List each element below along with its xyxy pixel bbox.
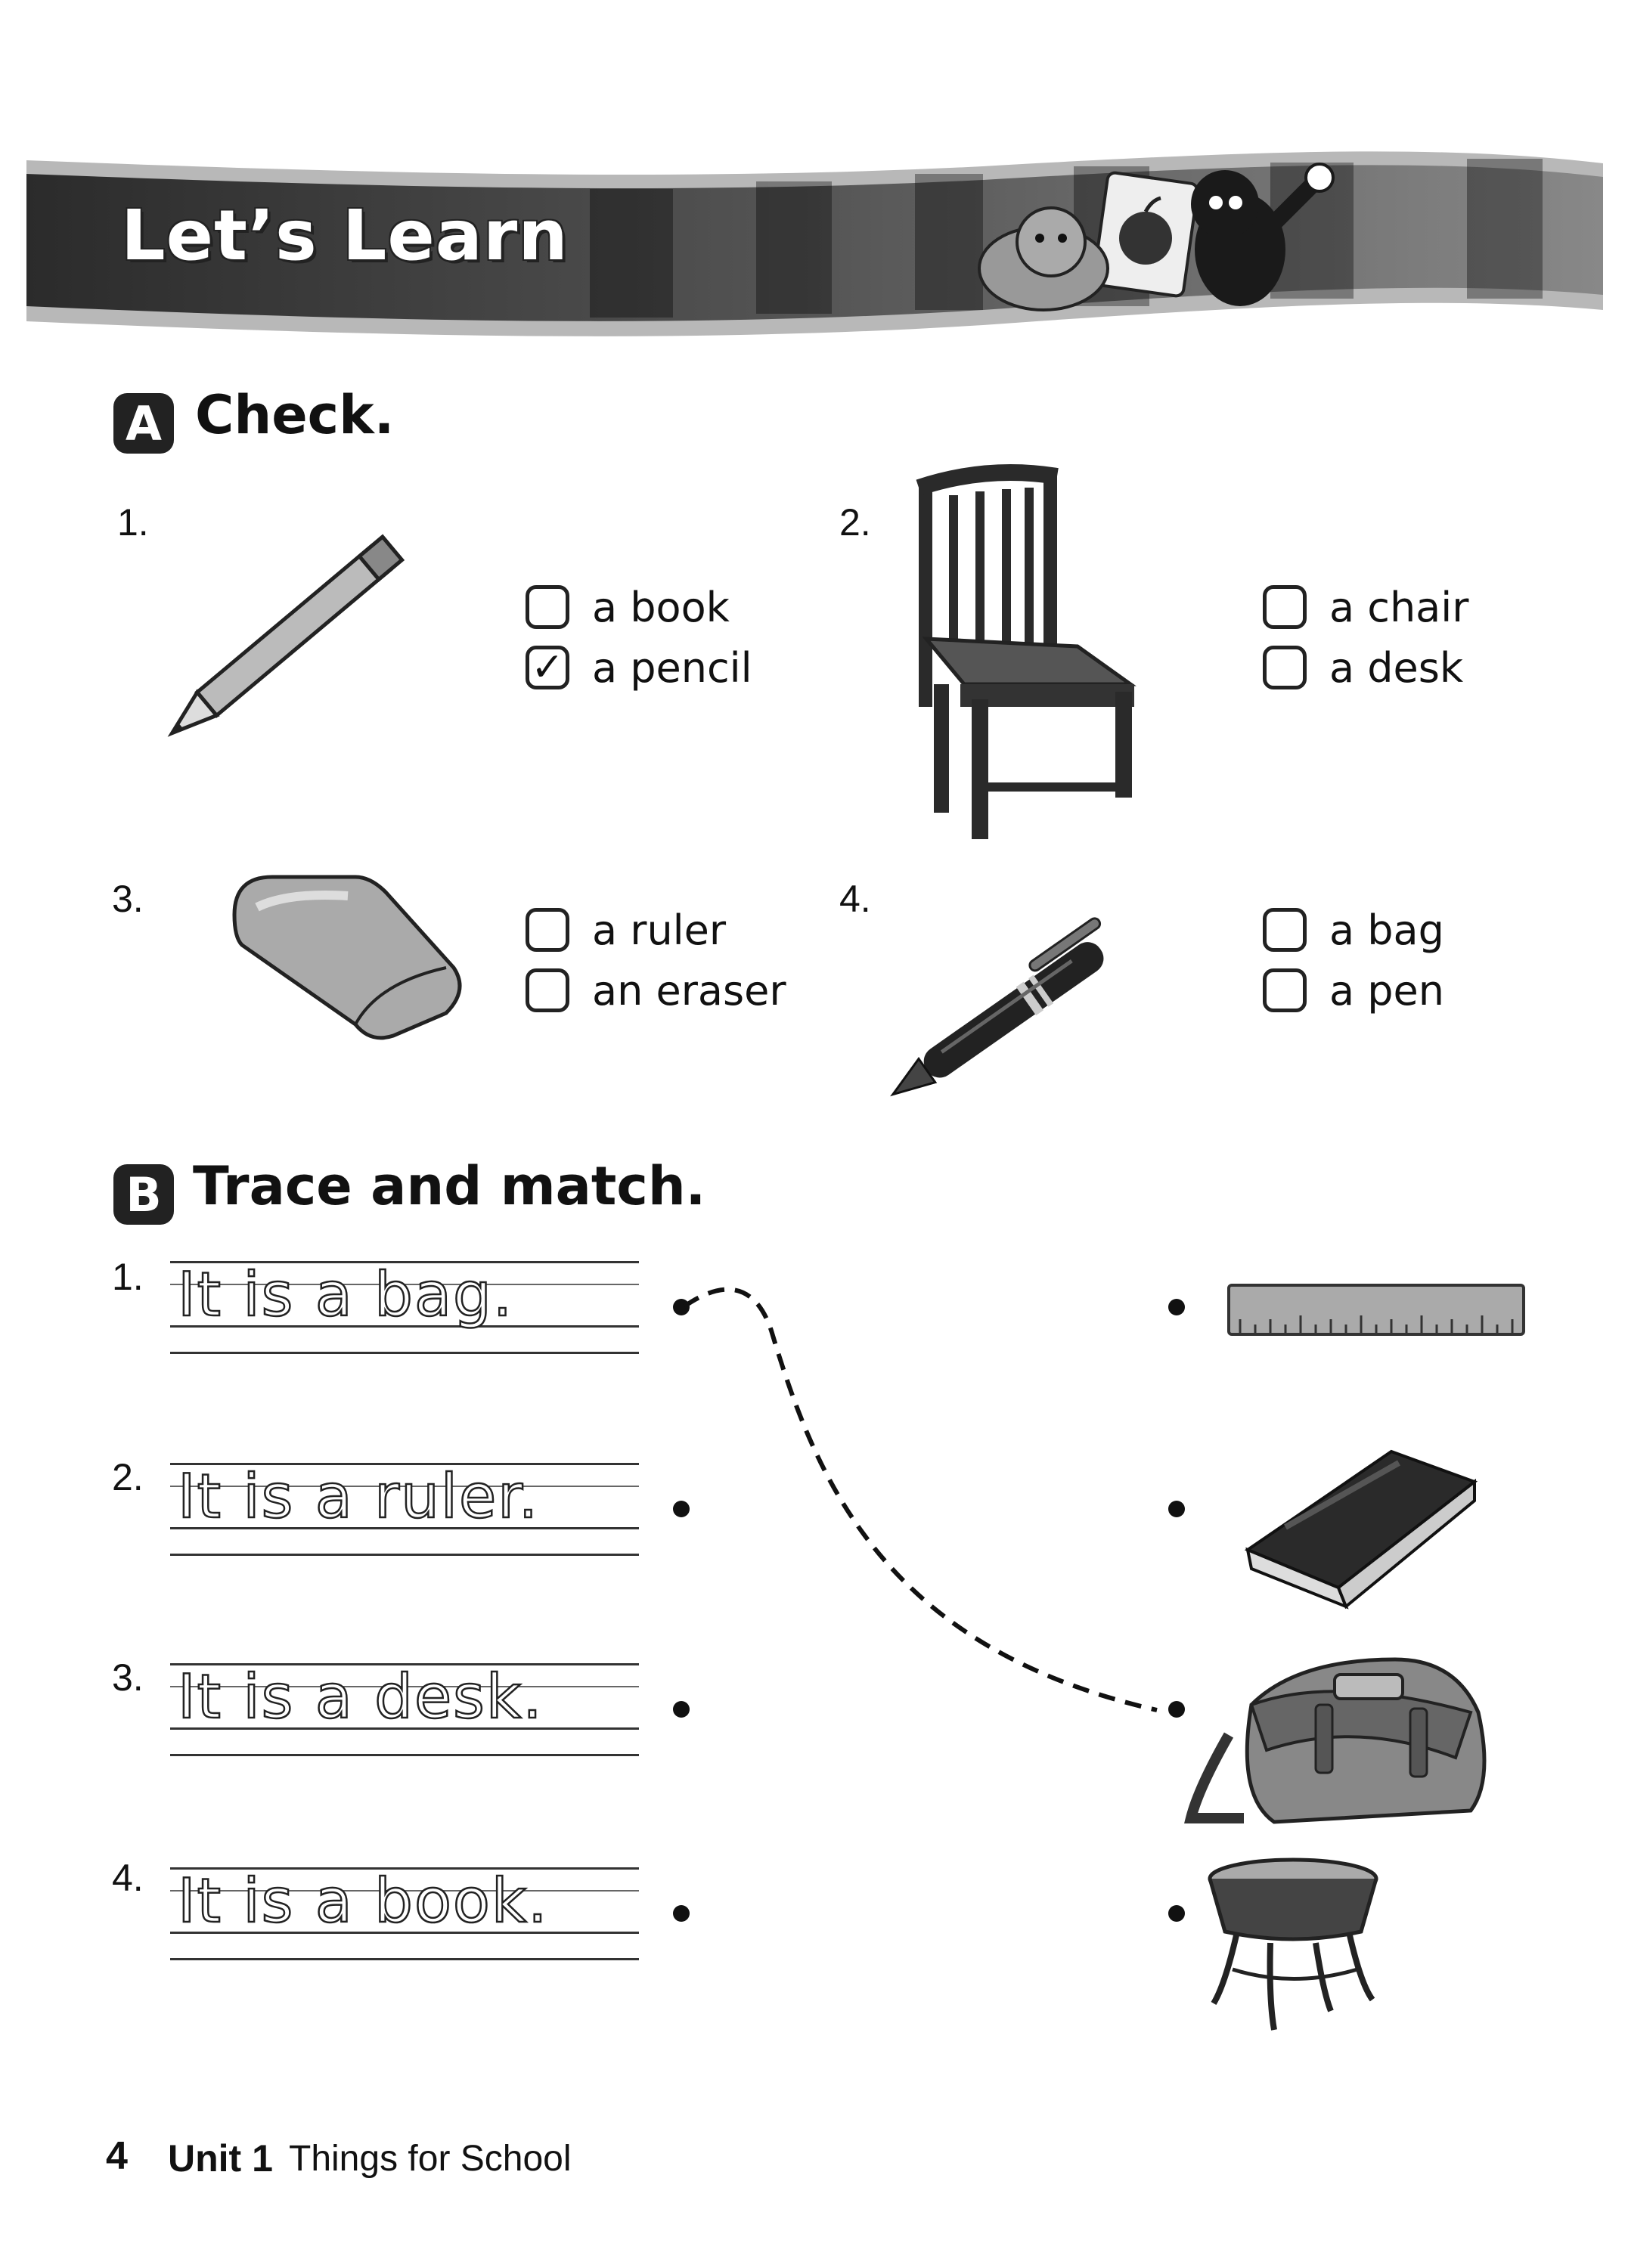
match-dot-left[interactable] — [673, 1701, 690, 1718]
section-b-badge: B — [113, 1164, 174, 1225]
match-dot-right[interactable] — [1168, 1905, 1185, 1922]
checkbox-checked[interactable]: ✓ — [526, 646, 569, 689]
option-a-pencil[interactable]: ✓ a pencil — [526, 641, 752, 694]
match-dot-right[interactable] — [1168, 1501, 1185, 1517]
checkbox[interactable] — [1263, 908, 1307, 952]
sentence-number: 4. — [112, 1857, 144, 1899]
sentence-number: 2. — [112, 1456, 144, 1498]
option-a-book[interactable]: a book — [526, 581, 730, 634]
option-an-eraser[interactable]: an eraser — [526, 964, 786, 1017]
option-a-pen[interactable]: a pen — [1263, 964, 1444, 1017]
trace-sentence: It is a desk. — [178, 1662, 544, 1732]
option-a-desk[interactable]: a desk — [1263, 641, 1463, 694]
checkbox[interactable] — [526, 968, 569, 1012]
book-image — [1240, 1436, 1482, 1610]
pen-image — [862, 896, 1164, 1123]
footer-title: Things for School — [289, 2139, 572, 2179]
ruler-image — [1225, 1278, 1527, 1342]
bag-image — [1183, 1629, 1501, 1841]
match-dot-right[interactable] — [1168, 1299, 1185, 1315]
trace-line[interactable] — [170, 1463, 639, 1557]
item-number: 2. — [839, 501, 871, 544]
checkbox[interactable] — [526, 908, 569, 952]
trace-line[interactable] — [170, 1663, 639, 1758]
eraser-image — [227, 862, 469, 1043]
item-number: 3. — [112, 878, 144, 920]
chair-image — [904, 457, 1153, 843]
trace-line[interactable] — [170, 1867, 639, 1962]
match-dot-left[interactable] — [673, 1501, 690, 1517]
option-a-chair[interactable]: a chair — [1263, 581, 1468, 634]
option-a-bag[interactable]: a bag — [1263, 903, 1444, 956]
trace-sentence: It is a ruler. — [178, 1461, 540, 1532]
sentence-number: 3. — [112, 1656, 144, 1699]
trace-sentence: It is a bag. — [178, 1259, 514, 1330]
trace-line[interactable] — [170, 1261, 639, 1356]
footer-unit: Unit 1 — [168, 2137, 273, 2180]
section-a-badge: A — [113, 393, 174, 454]
section-a-title: Check. — [195, 384, 395, 446]
checkbox[interactable] — [1263, 646, 1307, 689]
page-title: Let’s Learn — [121, 195, 569, 276]
trace-sentence: It is a book. — [178, 1866, 549, 1936]
checkbox[interactable] — [1263, 968, 1307, 1012]
match-dot-left[interactable] — [673, 1905, 690, 1922]
checkbox[interactable] — [1263, 585, 1307, 629]
sentence-number: 1. — [112, 1256, 144, 1298]
page-number: 4 — [106, 2134, 128, 2178]
pencil-image — [147, 503, 457, 745]
desk-image — [1202, 1856, 1384, 2037]
item-number: 4. — [839, 878, 871, 920]
checkbox[interactable] — [526, 585, 569, 629]
option-a-ruler[interactable]: a ruler — [526, 903, 726, 956]
match-dot-left[interactable] — [673, 1299, 690, 1315]
match-dot-right[interactable] — [1168, 1701, 1185, 1718]
item-number: 1. — [117, 501, 149, 544]
section-b-title: Trace and match. — [193, 1155, 706, 1217]
